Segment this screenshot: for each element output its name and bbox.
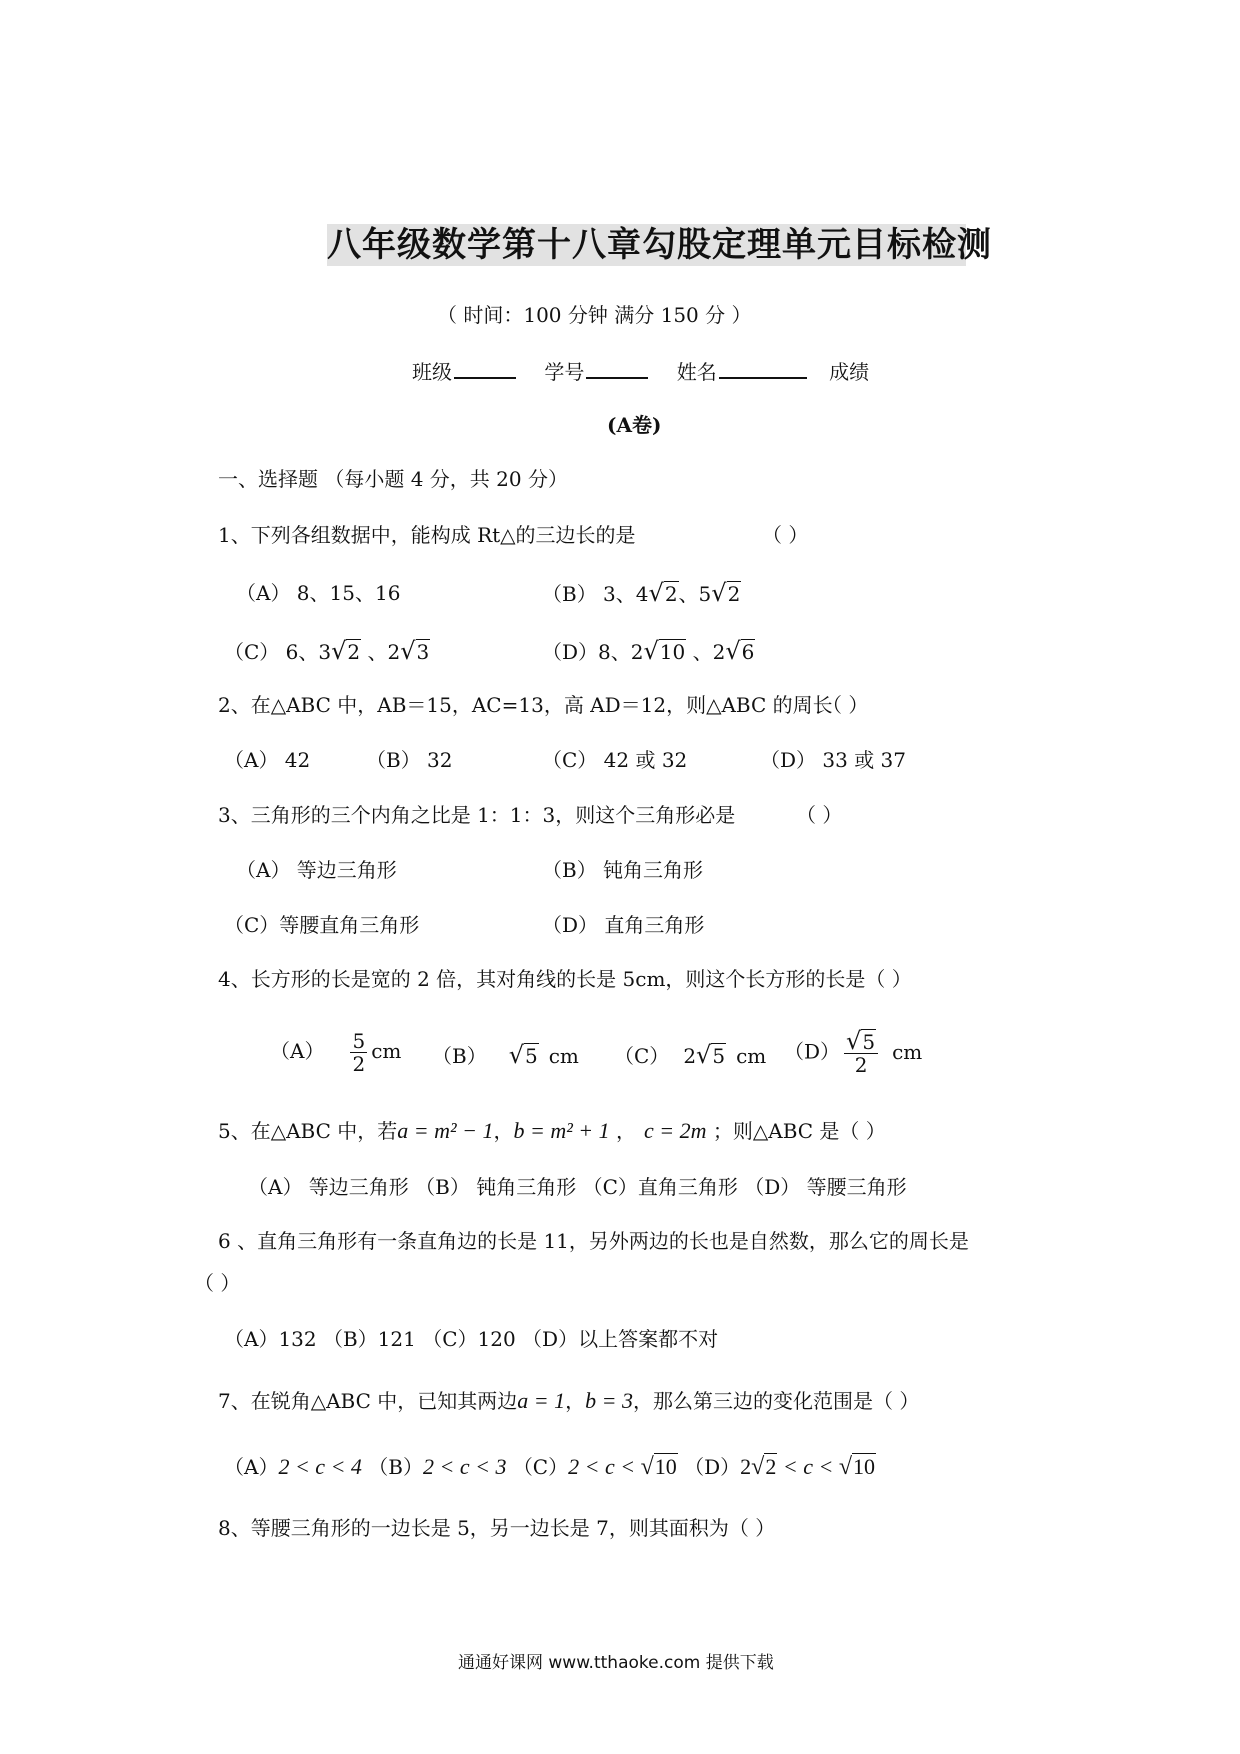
option-d: （D） 33 或 37	[760, 748, 907, 772]
score-label: 成绩	[829, 360, 870, 384]
class-blank	[454, 357, 516, 379]
option-d: （D） 直角三角形	[542, 913, 705, 937]
question-5: 5、在△ABC 中，若a = m² − 1，b = m² + 1 ， c = 2m ；则△ABC 是（ ）	[218, 1118, 886, 1143]
equation-c: c = 2m	[644, 1118, 707, 1143]
question-8: 8、等腰三角形的一边长是 5，另一边长是 7，则其面积为（ ）	[218, 1516, 776, 1540]
option-b: （B） 钝角三角形	[542, 858, 704, 882]
equation-b: b = 3	[585, 1388, 633, 1413]
answer-paren: （ ）	[796, 803, 843, 827]
option-d: （D） $\frac{√5}{2}$ cm	[784, 1027, 923, 1077]
equation-a: a = m² − 1	[397, 1118, 494, 1143]
class-label: 班级	[412, 360, 452, 384]
question-6: 6 、直角三角形有一条直角边的长是 11，另外两边的长也是自然数，那么它的周长是	[218, 1229, 969, 1253]
page-title: 八年级数学第十八章勾股定理单元目标检测	[327, 225, 992, 265]
option-c: （C） 6、3√2 、2√3	[224, 637, 430, 665]
option-d: （D）8、2√10 、2√6	[542, 637, 755, 665]
option-d: （D）	[684, 1455, 741, 1479]
id-label: 学号	[544, 360, 585, 384]
section-heading: 一、选择题 （每小题 4 分，共 20 分）	[218, 467, 568, 491]
equation-a: a = 1	[517, 1388, 566, 1413]
option-c: （C） 2√5 cm	[614, 1041, 767, 1069]
volume-label: (A卷)	[607, 413, 662, 437]
exam-subtitle: （ 时间：100 分钟 满分 150 分 ）	[437, 303, 752, 327]
student-info-row	[412, 357, 869, 385]
option-a: （A）	[224, 1455, 279, 1479]
id-blank	[586, 357, 648, 379]
option-a: （A） 42	[224, 748, 311, 772]
option-a: （A） $\frac{5}{2}$ cm	[270, 1029, 402, 1076]
name-blank	[719, 357, 807, 379]
question-7-options: （A）2 < c < 4 （B）2 < c < 3 （C）2 < c < √10 （D）2√2 < c < √10	[224, 1454, 875, 1480]
option-b: （B） 32	[366, 748, 453, 772]
answer-paren: （ ）	[194, 1271, 241, 1295]
question-6-options: （A）132 （B）121 （C）120 （D）以上答案都不对	[224, 1327, 719, 1351]
question-3: 3、三角形的三个内角之比是 1：1：3，则这个三角形必是	[218, 803, 736, 827]
question-5-options: （A） 等边三角形 （B） 钝角三角形 （C）直角三角形 （D） 等腰三角形	[248, 1175, 907, 1199]
name-label: 姓名	[676, 360, 717, 384]
option-b: （B） 3、4√2、5√2	[542, 579, 741, 607]
question-2: 2、在△ABC 中，AB＝15，AC=13，高 AD＝12，则△ABC 的周长	[218, 693, 833, 717]
option-b: （B）	[368, 1455, 423, 1479]
question-7: 7、在锐角△ABC 中，已知其两边a = 1，b = 3，那么第三边的变化范围是（ ）	[218, 1388, 920, 1413]
option-b: （B） √5 cm	[432, 1041, 579, 1069]
option-a: （A） 8、15、16	[236, 581, 401, 605]
equation-b: b = m² + 1	[513, 1118, 610, 1143]
option-c: （C）	[512, 1455, 569, 1479]
footer-text: 通通好课网 www.tthaoke.com 提供下载	[458, 1653, 774, 1673]
option-a: （A） 等边三角形	[236, 858, 397, 882]
option-c: （C） 42 或 32	[542, 748, 688, 772]
answer-paren: （ ）	[822, 693, 869, 717]
answer-paren: （ ）	[762, 523, 809, 547]
option-c: （C）等腰直角三角形	[224, 913, 420, 937]
question-1: 1、下列各组数据中，能构成 Rt△的三边长的是	[218, 523, 636, 547]
question-4: 4、长方形的长是宽的 2 倍，其对角线的长是 5cm，则这个长方形的长是（ ）	[218, 967, 912, 991]
